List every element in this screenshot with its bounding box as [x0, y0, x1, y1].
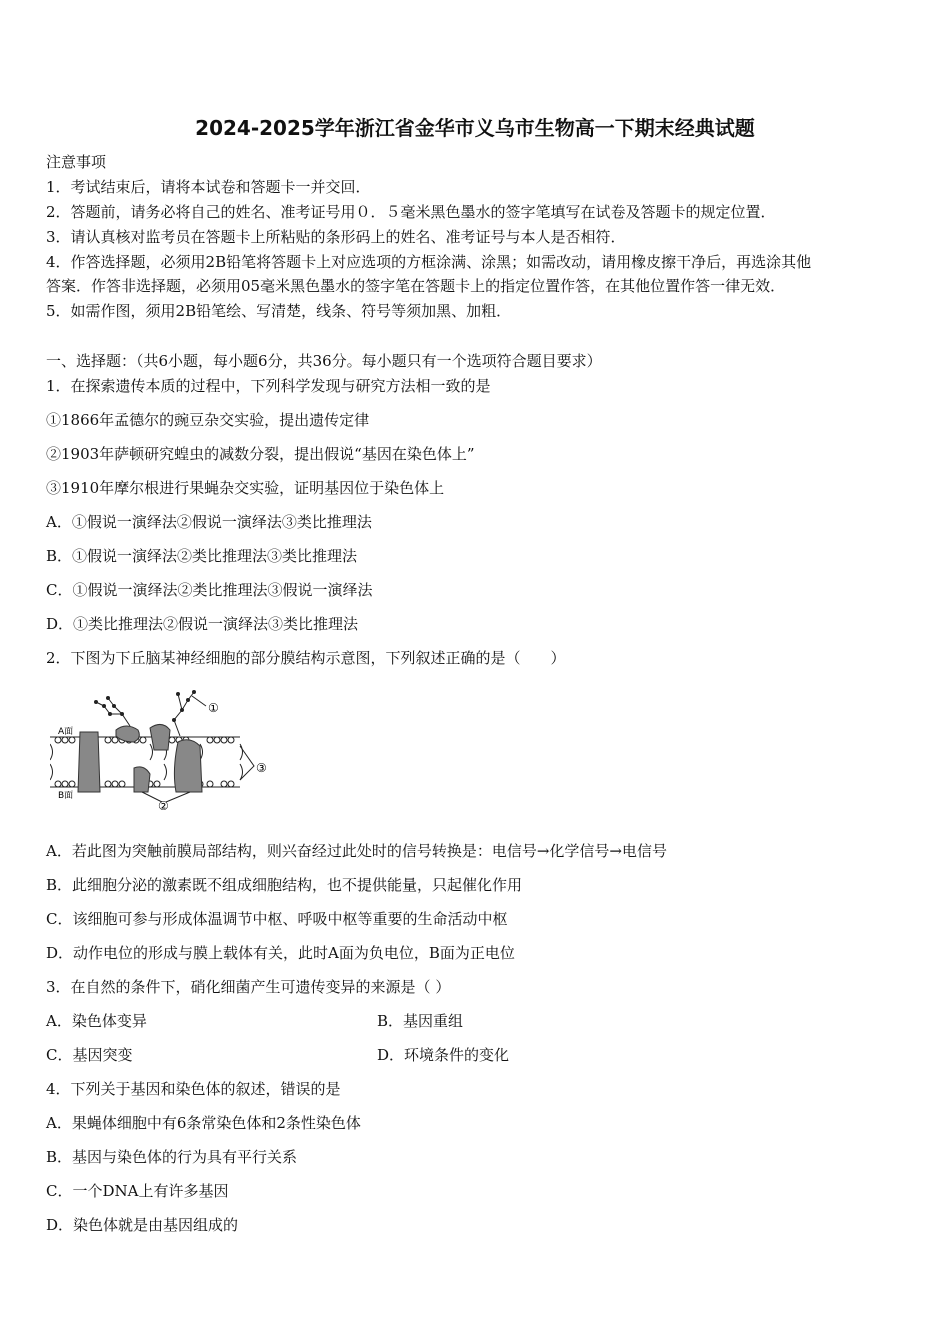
- question-4-option-d: D．染色体就是由基因组成的: [46, 1216, 239, 1234]
- notice-item: 5．如需作图，须用2B铅笔绘、写清楚，线条、符号等须加黑、加粗．: [46, 302, 512, 320]
- membrane-diagram: [50, 680, 270, 810]
- question-3-option-b: B．基因重组: [377, 1012, 464, 1030]
- question-2-stem: 2．下图为下丘脑某神经细胞的部分膜结构示意图，下列叙述正确的是（ ）: [46, 649, 566, 667]
- marker-2: ②: [158, 799, 169, 810]
- membrane-protein: [174, 740, 202, 792]
- question-4-option-c: C．一个DNA上有许多基因: [46, 1182, 229, 1200]
- notice-item: 1．考试结束后，请将本试卷和答题卡一并交回．: [46, 178, 371, 196]
- question-4-option-b: B．基因与染色体的行为具有平行关系: [46, 1148, 298, 1166]
- page-title: 2024-2025学年浙江省金华市义乌市生物高一下期末经典试题: [195, 116, 755, 140]
- question-1-option-b: B．①假说一演绎法②类比推理法③类比推理法: [46, 547, 358, 565]
- question-3-option-a: A．染色体变异: [46, 1012, 147, 1030]
- question-1-item: ①1866年孟德尔的豌豆杂交实验，提出遗传定律: [46, 411, 370, 429]
- sugar-chain: [96, 698, 130, 726]
- marker-3: ③: [256, 761, 267, 775]
- notice-item: 答案．作答非选择题，必须用05毫米黑色墨水的签字笔在答题卡上的指定位置作答，在其他位置作答一律无效．: [46, 277, 786, 295]
- question-1-option-a: A．①假说一演绎法②假说一演绎法③类比推理法: [46, 513, 372, 531]
- question-1-option-c: C．①假说一演绎法②类比推理法③假说一演绎法: [46, 581, 373, 599]
- question-2-option-d: D．动作电位的形成与膜上载体有关，此时A面为负电位，B面为正电位: [46, 944, 515, 962]
- notice-item: 2．答题前，请务必将自己的姓名、准考证号用０．５毫米黑色墨水的签字笔填写在试卷及答题卡的规定位置．: [46, 203, 776, 221]
- membrane-protein: [150, 724, 170, 750]
- question-1-item: ③1910年摩尔根进行果蝇杂交实验，证明基因位于染色体上: [46, 479, 445, 497]
- question-2-option-a: A．若此图为突触前膜局部结构，则兴奋经过此处时的信号转换是：电信号→化学信号→电信号: [46, 842, 667, 860]
- sugar-chain: [174, 692, 194, 736]
- question-3-stem: 3．在自然的条件下，硝化细菌产生可遗传变异的来源是（ ）: [46, 978, 451, 996]
- notice-item: 3．请认真核对监考员在答题卡上所粘贴的条形码上的姓名、准考证号与本人是否相符．: [46, 228, 626, 246]
- question-1-option-d: D．①类比推理法②假说一演绎法③类比推理法: [46, 615, 359, 633]
- label-a-side: A面: [58, 727, 74, 737]
- notice-item: 4．作答选择题，必须用2B铅笔将答题卡上对应选项的方框涂满、涂黑；如需改动，请用橡皮擦干净后，再选涂其他: [46, 253, 812, 271]
- marker-1: ①: [208, 701, 219, 715]
- section-heading: 一、选择题：（共6小题，每小题6分，共36分。每小题只有一个选项符合题目要求）: [46, 352, 602, 370]
- question-1-item: ②1903年萨顿研究蝗虫的减数分裂，提出假说“基因在染色体上”: [46, 445, 475, 463]
- membrane-protein: [134, 767, 150, 792]
- question-1-stem: 1．在探索遗传本质的过程中，下列科学发现与研究方法相一致的是: [46, 377, 491, 395]
- question-4-stem: 4．下列关于基因和染色体的叙述，错误的是: [46, 1080, 341, 1098]
- question-2-option-b: B．此细胞分泌的激素既不组成细胞结构，也不提供能量，只起催化作用: [46, 876, 523, 894]
- label-b-side: B面: [58, 791, 74, 801]
- question-4-option-a: A．果蝇体细胞中有6条常染色体和2条性染色体: [46, 1114, 361, 1132]
- question-3-option-c: C．基因突变: [46, 1046, 133, 1064]
- question-2-option-c: C．该细胞可参与形成体温调节中枢、呼吸中枢等重要的生命活动中枢: [46, 910, 508, 928]
- membrane-protein: [78, 732, 100, 792]
- notice-heading: 注意事项: [46, 153, 107, 171]
- question-3-option-d: D．环境条件的变化: [377, 1046, 510, 1064]
